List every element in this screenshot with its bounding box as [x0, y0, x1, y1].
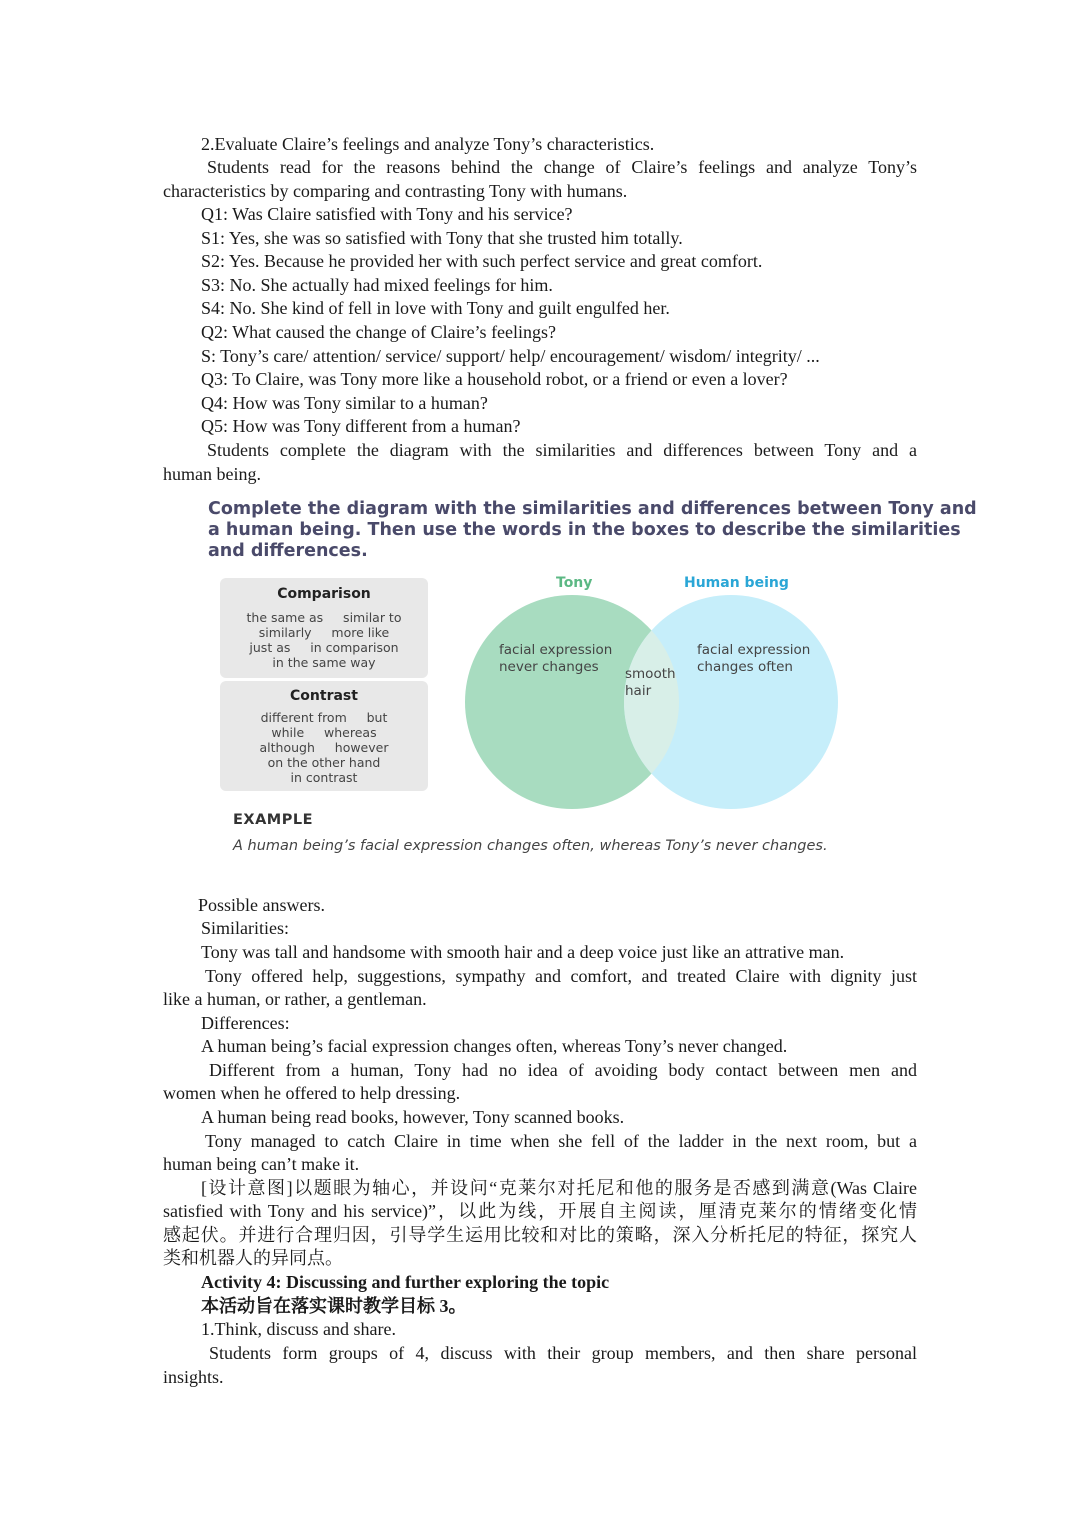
difference-item: A human being read books, however, Tony scanned books. [201, 1107, 625, 1127]
section-heading: 2.Evaluate Claire’s feelings and analyze Tony’s characteristics. [201, 134, 655, 154]
venn-diagram-figure [195, 490, 977, 865]
figure-title: and differences. [208, 541, 368, 561]
design-intent: [设计意图]以题眼为轴心，并设问“克莱尔对托尼和他的服务是否感到满意(Was Claire [201, 1178, 917, 1198]
possible-answers-heading: Possible answers. [198, 895, 325, 915]
comparison-box [220, 578, 428, 678]
paragraph-line: characteristics by comparing and contrasting Tony with humans. [163, 181, 628, 201]
paragraph-line: Students read for the reasons behind the change of Claire’s feelings and analyze Tony’s [207, 157, 917, 177]
answer-s: S: Tony’s care/ attention/ service/ support/ help/ encouragement/ wisdom/ integrity/ ... [201, 346, 820, 366]
tony-trait: never changes [499, 659, 599, 675]
similarity-item: Tony was tall and handsome with smooth hair and a deep voice just like an attrative man. [201, 942, 845, 962]
contrast-box [220, 681, 428, 791]
answer-s2: S2: Yes. Because he provided her with such perfect service and great comfort. [201, 251, 763, 271]
comparison-words: the same as similar to [246, 610, 402, 625]
question-q5: Q5: How was Tony different from a human? [201, 416, 521, 436]
answer-s1: S1: Yes, she was so satisfied with Tony that she trusted him totally. [201, 228, 683, 248]
contrast-words: on the other hand [267, 755, 381, 770]
contrast-words: in contrast [290, 770, 358, 785]
difference-item: women when he offered to help dressing. [163, 1083, 461, 1103]
venn-circles [455, 590, 855, 815]
human-trait: changes often [697, 659, 793, 675]
shared-trait: hair [625, 683, 652, 699]
paragraph-line: Students complete the diagram with the similarities and differences between Tony and a [207, 440, 917, 460]
paragraph-line: human being. [163, 464, 261, 484]
activity-4-goal: 本活动旨在落实课时教学目标 3。 [201, 1296, 467, 1316]
figure-title: a human being. Then use the words in the boxes to describe the similarities [208, 520, 961, 540]
human-being-label: Human being [684, 575, 789, 591]
design-intent: satisfied with Tony and his service)”，以此为线，开展自主阅读，厘清克莱尔的情绪变化情 [163, 1201, 917, 1221]
example-text: A human being’s facial expression changes often, whereas Tony’s never changes. [233, 838, 828, 854]
similarity-item: Tony offered help, suggestions, sympathy and comfort, and treated Claire with dignity just [205, 966, 917, 986]
comparison-words: just as in comparison [249, 640, 399, 655]
comparison-words: in the same way [272, 655, 376, 670]
human-trait: facial expression [697, 642, 811, 658]
difference-item: human being can’t make it. [163, 1154, 360, 1174]
question-q3: Q3: To Claire, was Tony more like a household robot, or a friend or even a lover? [201, 369, 788, 389]
difference-item: A human being’s facial expression changes often, whereas Tony’s never changed. [201, 1036, 788, 1056]
question-q2: Q2: What caused the change of Claire’s feelings? [201, 322, 557, 342]
activity-step-desc: insights. [163, 1367, 224, 1387]
question-q4: Q4: How was Tony similar to a human? [201, 393, 488, 413]
answer-s4: S4: No. She kind of fell in love with Tony and guilt engulfed her. [201, 298, 670, 318]
question-q1: Q1: Was Claire satisfied with Tony and his service? [201, 204, 573, 224]
example-heading: EXAMPLE [233, 812, 314, 828]
answer-s3: S3: No. She actually had mixed feelings for him. [201, 275, 553, 295]
comparison-title: Comparison [277, 586, 371, 602]
tony-trait: facial expression [499, 642, 613, 658]
shared-trait: smooth [625, 666, 676, 682]
design-intent: 类和机器人的异同点。 [163, 1248, 343, 1268]
activity-4-title: Activity 4: Discussing and further exploring the topic [201, 1272, 610, 1292]
difference-item: Different from a human, Tony had no idea of avoiding body contact between men and [209, 1060, 917, 1080]
similarity-item: like a human, or rather, a gentleman. [163, 989, 427, 1009]
similarities-heading: Similarities: [201, 918, 289, 938]
difference-item: Tony managed to catch Claire in time when she fell of the ladder in the next room, but a [205, 1131, 917, 1151]
activity-step: 1.Think, discuss and share. [201, 1319, 396, 1339]
contrast-words: although however [259, 740, 389, 755]
differences-heading: Differences: [201, 1013, 290, 1033]
tony-label: Tony [556, 575, 593, 591]
contrast-title: Contrast [290, 688, 358, 704]
activity-step-desc: Students form groups of 4, discuss with their group members, and then share personal [209, 1343, 917, 1363]
contrast-words: different from but [260, 710, 388, 725]
design-intent: 感起伏。并进行合理归因，引导学生运用比较和对比的策略，深入分析托尼的特征，探究人 [163, 1225, 917, 1245]
figure-title: Complete the diagram with the similarities and differences between Tony and [208, 499, 977, 519]
contrast-words: while whereas [271, 725, 377, 740]
comparison-words: similarly more like [258, 625, 390, 640]
